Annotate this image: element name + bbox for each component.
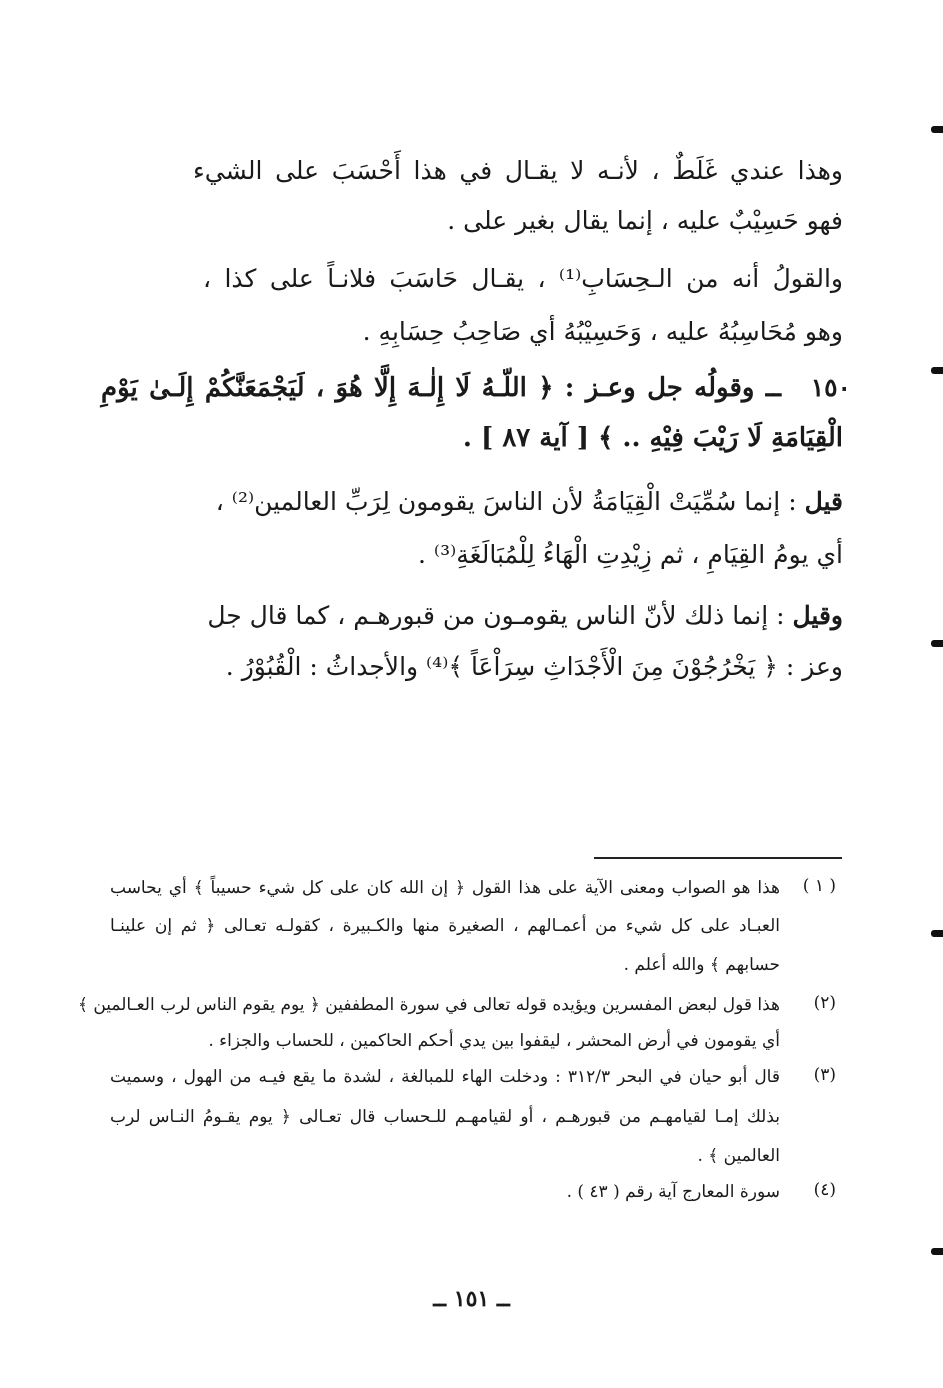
footnote-number: (٣) <box>813 1065 836 1085</box>
footnote-line: قال أبو حيان في البحر ٣١٢/٣ : ودخلت الهاء للمبالغة ، لشدة ما يقع فيـه من الهول ، وسميت <box>110 1067 780 1087</box>
footnote-separator <box>594 857 842 859</box>
scan-edge-mark <box>931 930 943 937</box>
body-line: فهو حَسِيْبٌ عليه ، إنما يقال بغير على . <box>447 206 843 235</box>
scan-edge-mark <box>931 367 943 374</box>
lead-word: قيل <box>804 487 843 516</box>
footnote-number: (٢) <box>813 993 836 1013</box>
body-line <box>216 482 843 522</box>
body-line <box>207 596 843 636</box>
footnote-line: العبـاد على كل شيء من أعمـالهم ، الصغيرة منها والكـبيرة ، كقولـه تعـالى ﴿ ثم إن علينـا <box>110 916 780 936</box>
page-number: ــ ١٥١ ــ <box>433 1286 510 1312</box>
body-text: : إنما ذلك لأنّ الناس يقومـون من قبورهـم ، كما قال جل <box>207 601 793 630</box>
body-line: وعز : ﴿ يَخْرُجُوْنَ مِنَ الْأَجْدَاثِ سِرَاْعَاً ﴾⁽⁴⁾ والأجداثُ : الْقُبُوْرُ . <box>225 652 843 681</box>
body-line: وهذا عندي غَلَطٌ ، لأنـه لا يقـال في هذا أَحْسَبَ على الشيء <box>193 156 843 185</box>
scan-edge-mark <box>931 640 943 647</box>
body-text: : إنما سُمِّيَتْ الْقِيَامَةُ لأن الناسَ يقومون لِرَبِّ العالمين⁽²⁾ ، <box>215 487 805 516</box>
footnote-line: حسابهم ﴾ والله أعلم . <box>623 955 780 975</box>
scan-edge-mark <box>931 1248 943 1255</box>
lead-word: وقيل <box>792 601 843 630</box>
footnote-line: بذلك إمـا لقيامهـم من قبورهـم ، أو لقيامهـم للـحساب قال تعـالى ﴿ يوم يقـومُ النـاس لرب <box>110 1107 780 1127</box>
body-line: أي يومُ القِيَامِ ، ثم زِيْدِتِ الْهَاءُ لِلْمُبَالَغَةِ⁽³⁾ . <box>418 540 843 569</box>
footnote-line: العالمين ﴾ . <box>697 1146 780 1166</box>
footnote-line: أي يقومون في أرض المحشر ، ليقفوا بين يدي أحكم الحاكمين ، للحساب والجزاء . <box>208 1031 780 1051</box>
entry-line: ــ وقولُه جل وعـز : ﴿ اللّـهُ لَا إِلٰـهَ إِلَّا هُوَ ، لَيَجْمَعَنَّكُمْ إِلَـىٰ يَوْمِ <box>101 373 781 403</box>
entry-number: ١٥٠ <box>810 373 851 402</box>
body-line: وهو مُحَاسِبُهُ عليه ، وَحَسِيْبُهُ أي صَاحِبُ حِسَابِهِ . <box>362 317 843 346</box>
footnote-line: هذا قول لبعض المفسرين ويؤيده قوله تعالى في سورة المطففين ﴿ يوم يقوم الناس لرب العـالمين ﴾ <box>77 995 780 1015</box>
scan-edge-mark <box>931 126 943 133</box>
body-line: والقولُ أنه من الـحِسَابِ⁽¹⁾ ، يقـال حَاسَبَ فلانـاً على كذا ، <box>203 264 843 293</box>
footnote-number: (٤) <box>813 1180 836 1200</box>
footnote-line: سورة المعارج آية رقم ( ٤٣ ) . <box>566 1182 780 1202</box>
footnote-line: هذا هو الصواب ومعنى الآية على هذا القول ﴿ إن الله كان على كل شيء حسيباً ﴾ أي يحاسب <box>110 878 780 898</box>
entry-line: الْقِيَامَةِ لَا رَيْبَ فِيْهِ .. ﴾ [ آية ٨٧ ] . <box>462 423 843 453</box>
footnote-number: ( ١ ) <box>802 876 836 896</box>
